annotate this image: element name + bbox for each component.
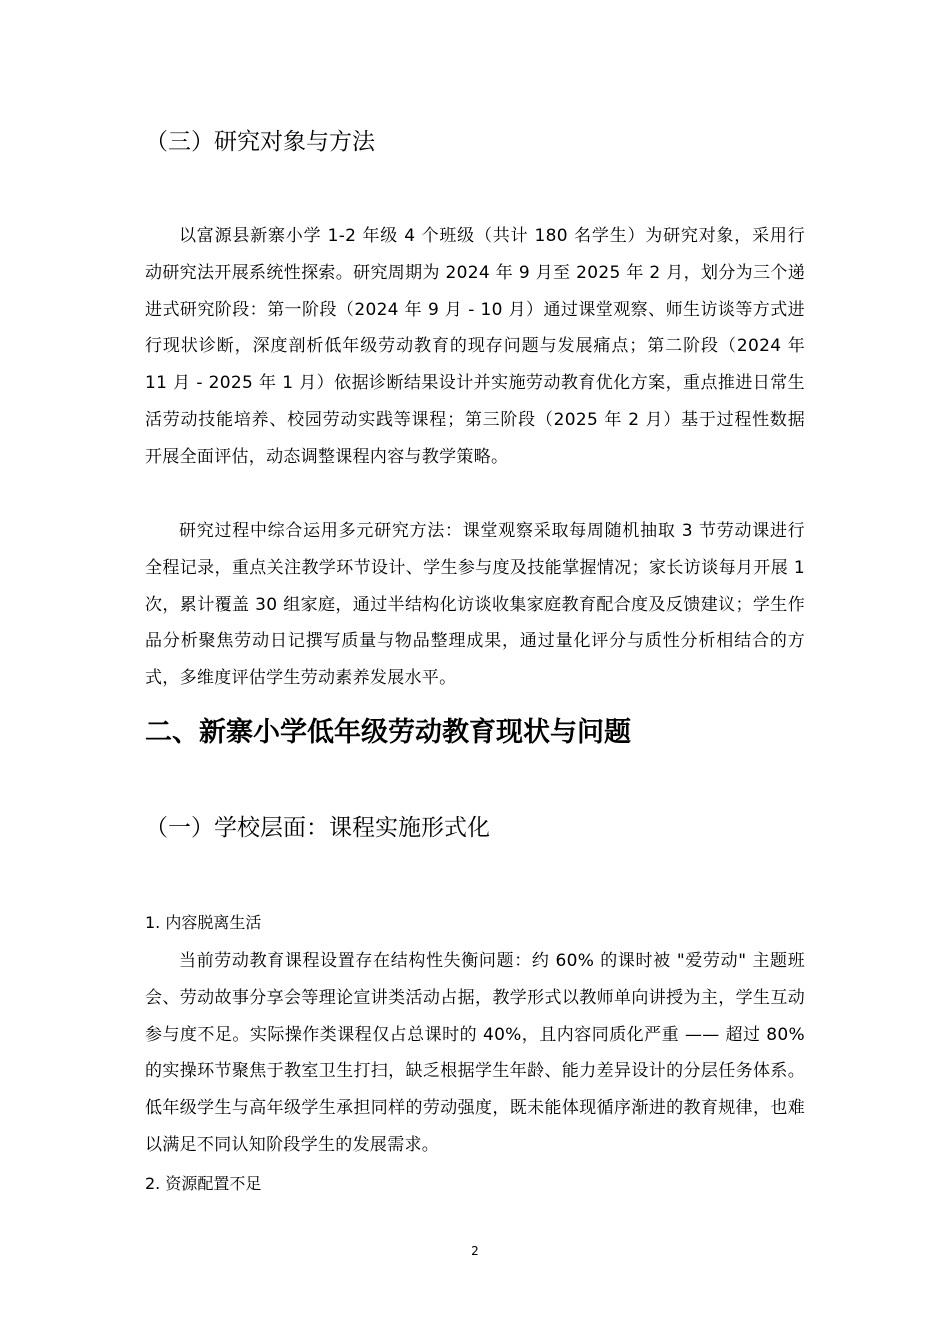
- paragraph-content-detached: 当前劳动教育课程设置存在结构性失衡问题：约 60% 的课时被 "爱劳动" 主题班会、劳动故事分享会等理论宣讲类活动占据，教学形式以教师单向讲授为主，学生互动参与度不足。实际操作类课程仅占总课时的 40%，且内容同质化严重 —— 超过 80% 的实操环节聚焦于教室卫生打扫，缺乏根据学生年龄、能力差异设计的分层任务体系。低年级学生与高年级学生承担同样的劳动强度，既未能体现循序渐进的教育规律，也难以满足不同认知阶段学生的发展需求。: [145, 951, 805, 1155]
- paragraph-research-subjects: 以富源县新寨小学 1-2 年级 4 个班级（共计 180 名学生）为研究对象，采用行动研究法开展系统性探索。研究周期为 2024 年 9 月至 2025 年 2 月，划分为三个递进式研究阶段：第一阶段（2024 年 9 月 - 10 月）通过课堂观察、师生访谈等方式进行现状诊断，深度剖析低年级劳动教育的现存问题与发展痛点；第二阶段（2024 年 11 月 - 2025 年 1 月）依据诊断结果设计并实施劳动教育优化方案，重点推进日常生活劳动技能培养、校园劳动实践等课程；第三阶段（2025 年 2 月）基于过程性数据开展全面评估，动态调整课程内容与教学策略。: [145, 226, 805, 467]
- page-number: 2: [471, 1244, 479, 1258]
- chapter-heading-status-problems: 二、新寨小学低年级劳动教育现状与问题: [145, 717, 631, 748]
- paragraph-research-methods: 研究过程中综合运用多元研究方法：课堂观察采取每周随机抽取 3 节劳动课进行全程记录，重点关注教学环节设计、学生参与度及技能掌握情况；家长访谈每月开展 1 次，累计覆盖 30 组家庭，通过半结构化访谈收集家庭教育配合度及反馈建议；学生作品分析聚焦劳动日记撰写质量与物品整理成果，通过量化评分与质性分析相结合的方式，多维度评估学生劳动素养发展水平。: [145, 521, 805, 689]
- subheading-content-detached: 1. 内容脱离生活: [145, 913, 262, 932]
- subheading-resource-insufficient: 2. 资源配置不足: [145, 1174, 262, 1193]
- section-heading-research-objects-methods: （三）研究对象与方法: [145, 129, 375, 155]
- section-heading-school-level: （一）学校层面：课程实施形式化: [145, 815, 490, 841]
